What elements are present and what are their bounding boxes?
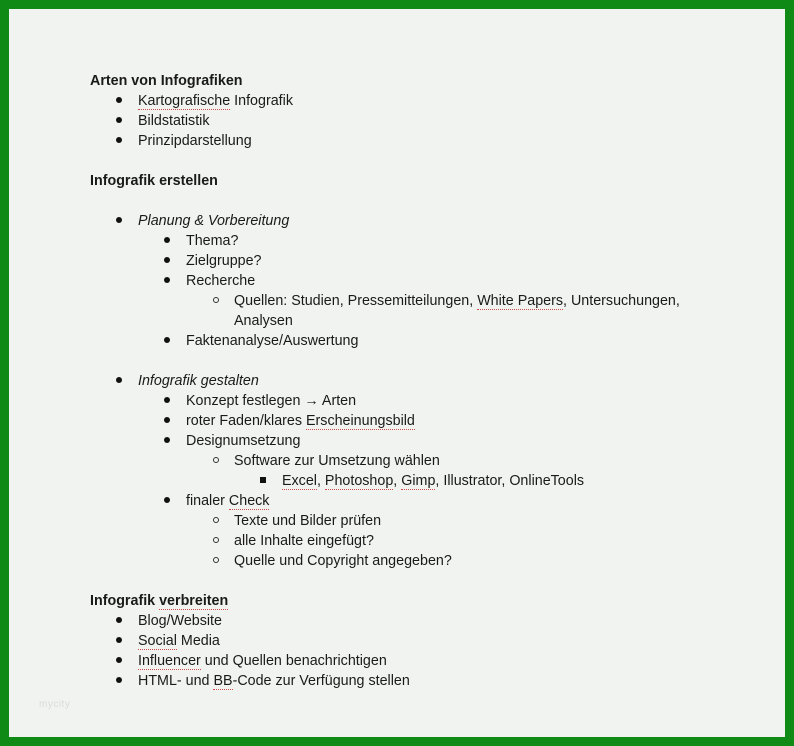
spell-flag: verbreiten <box>159 593 229 609</box>
list-item: Recherche <box>186 273 256 289</box>
text-span: und Quellen benachrichtigen <box>200 653 387 669</box>
list-item: Faktenanalyse/Auswertung <box>186 333 359 349</box>
circle-bullet <box>213 537 219 543</box>
bullet <box>164 497 170 503</box>
list-item <box>138 671 410 691</box>
spell-flag: Gimp <box>401 473 436 489</box>
list-item <box>138 631 220 651</box>
bullet <box>164 397 170 403</box>
text-span: , <box>393 473 402 489</box>
heading-erstellen: Infografik erstellen <box>90 173 218 189</box>
circle-bullet <box>213 297 219 303</box>
list-item <box>282 471 584 491</box>
heading-arten: Arten von Infografiken <box>90 73 243 89</box>
bullet <box>164 257 170 263</box>
list-item: Thema? <box>186 233 239 249</box>
spell-flag: Erscheinungsbild <box>306 413 415 429</box>
spell-flag: Social <box>138 633 177 649</box>
square-bullet <box>260 477 266 483</box>
watermark: mycity <box>39 699 71 710</box>
spell-flag: Kartografische <box>138 93 231 109</box>
list-item <box>186 491 269 511</box>
spell-flag: Excel <box>282 473 317 489</box>
circle-bullet <box>213 517 219 523</box>
list-item: Designumsetzung <box>186 433 301 449</box>
list-item <box>234 291 680 311</box>
bullet <box>164 277 170 283</box>
bullet <box>116 97 122 103</box>
list-item: Konzept festlegen → Arten <box>186 393 357 409</box>
bullet <box>116 637 122 643</box>
list-item: Planung & Vorbereitung <box>138 213 290 229</box>
text-span: , Illustrator, OnlineTools <box>435 473 585 489</box>
bullet <box>116 117 122 123</box>
circle-bullet <box>213 557 219 563</box>
list-item: Blog/Website <box>138 613 222 629</box>
text-span: , <box>316 473 325 489</box>
list-item: Bildstatistik <box>138 113 210 129</box>
bullet <box>164 437 170 443</box>
text-span: Infografik <box>90 593 160 609</box>
heading-verbreiten <box>90 591 228 611</box>
bullet <box>164 237 170 243</box>
text-span: -Code zur Verfügung stellen <box>232 673 410 689</box>
spell-flag: Photoshop <box>324 473 394 489</box>
bullet <box>116 677 122 683</box>
list-item: Infografik gestalten <box>138 373 259 389</box>
text-span: , Untersuchungen, <box>563 293 680 309</box>
bullet <box>116 617 122 623</box>
circle-bullet <box>213 457 219 463</box>
bullet <box>164 337 170 343</box>
text-span: finaler <box>186 493 229 509</box>
list-item: Prinzipdarstellung <box>138 133 252 149</box>
text-span: Media <box>176 633 220 649</box>
bullet <box>116 217 122 223</box>
document-page <box>9 9 785 737</box>
text-span: Quellen: Studien, Pressemitteilungen, <box>234 293 478 309</box>
spell-flag: White Papers <box>477 293 564 309</box>
spell-flag: Influencer <box>138 653 201 669</box>
bullet <box>116 137 122 143</box>
bullet <box>164 417 170 423</box>
text-span: HTML- und <box>138 673 214 689</box>
spell-flag: Check <box>228 493 270 509</box>
list-item <box>186 411 415 431</box>
bullet <box>116 377 122 383</box>
list-item: Zielgruppe? <box>186 253 262 269</box>
text-span: Infografik <box>230 93 293 109</box>
bullet <box>116 657 122 663</box>
list-item <box>138 91 293 111</box>
list-item: alle Inhalte eingefügt? <box>234 533 374 549</box>
text-span: roter Faden/klares <box>186 413 306 429</box>
list-item: Software zur Umsetzung wählen <box>234 453 440 469</box>
list-item: Quelle und Copyright angegeben? <box>234 553 452 569</box>
list-item-continuation: Analysen <box>234 313 293 329</box>
list-item: Texte und Bilder prüfen <box>234 513 382 529</box>
list-item <box>138 651 387 671</box>
spell-flag: BB <box>213 673 233 689</box>
